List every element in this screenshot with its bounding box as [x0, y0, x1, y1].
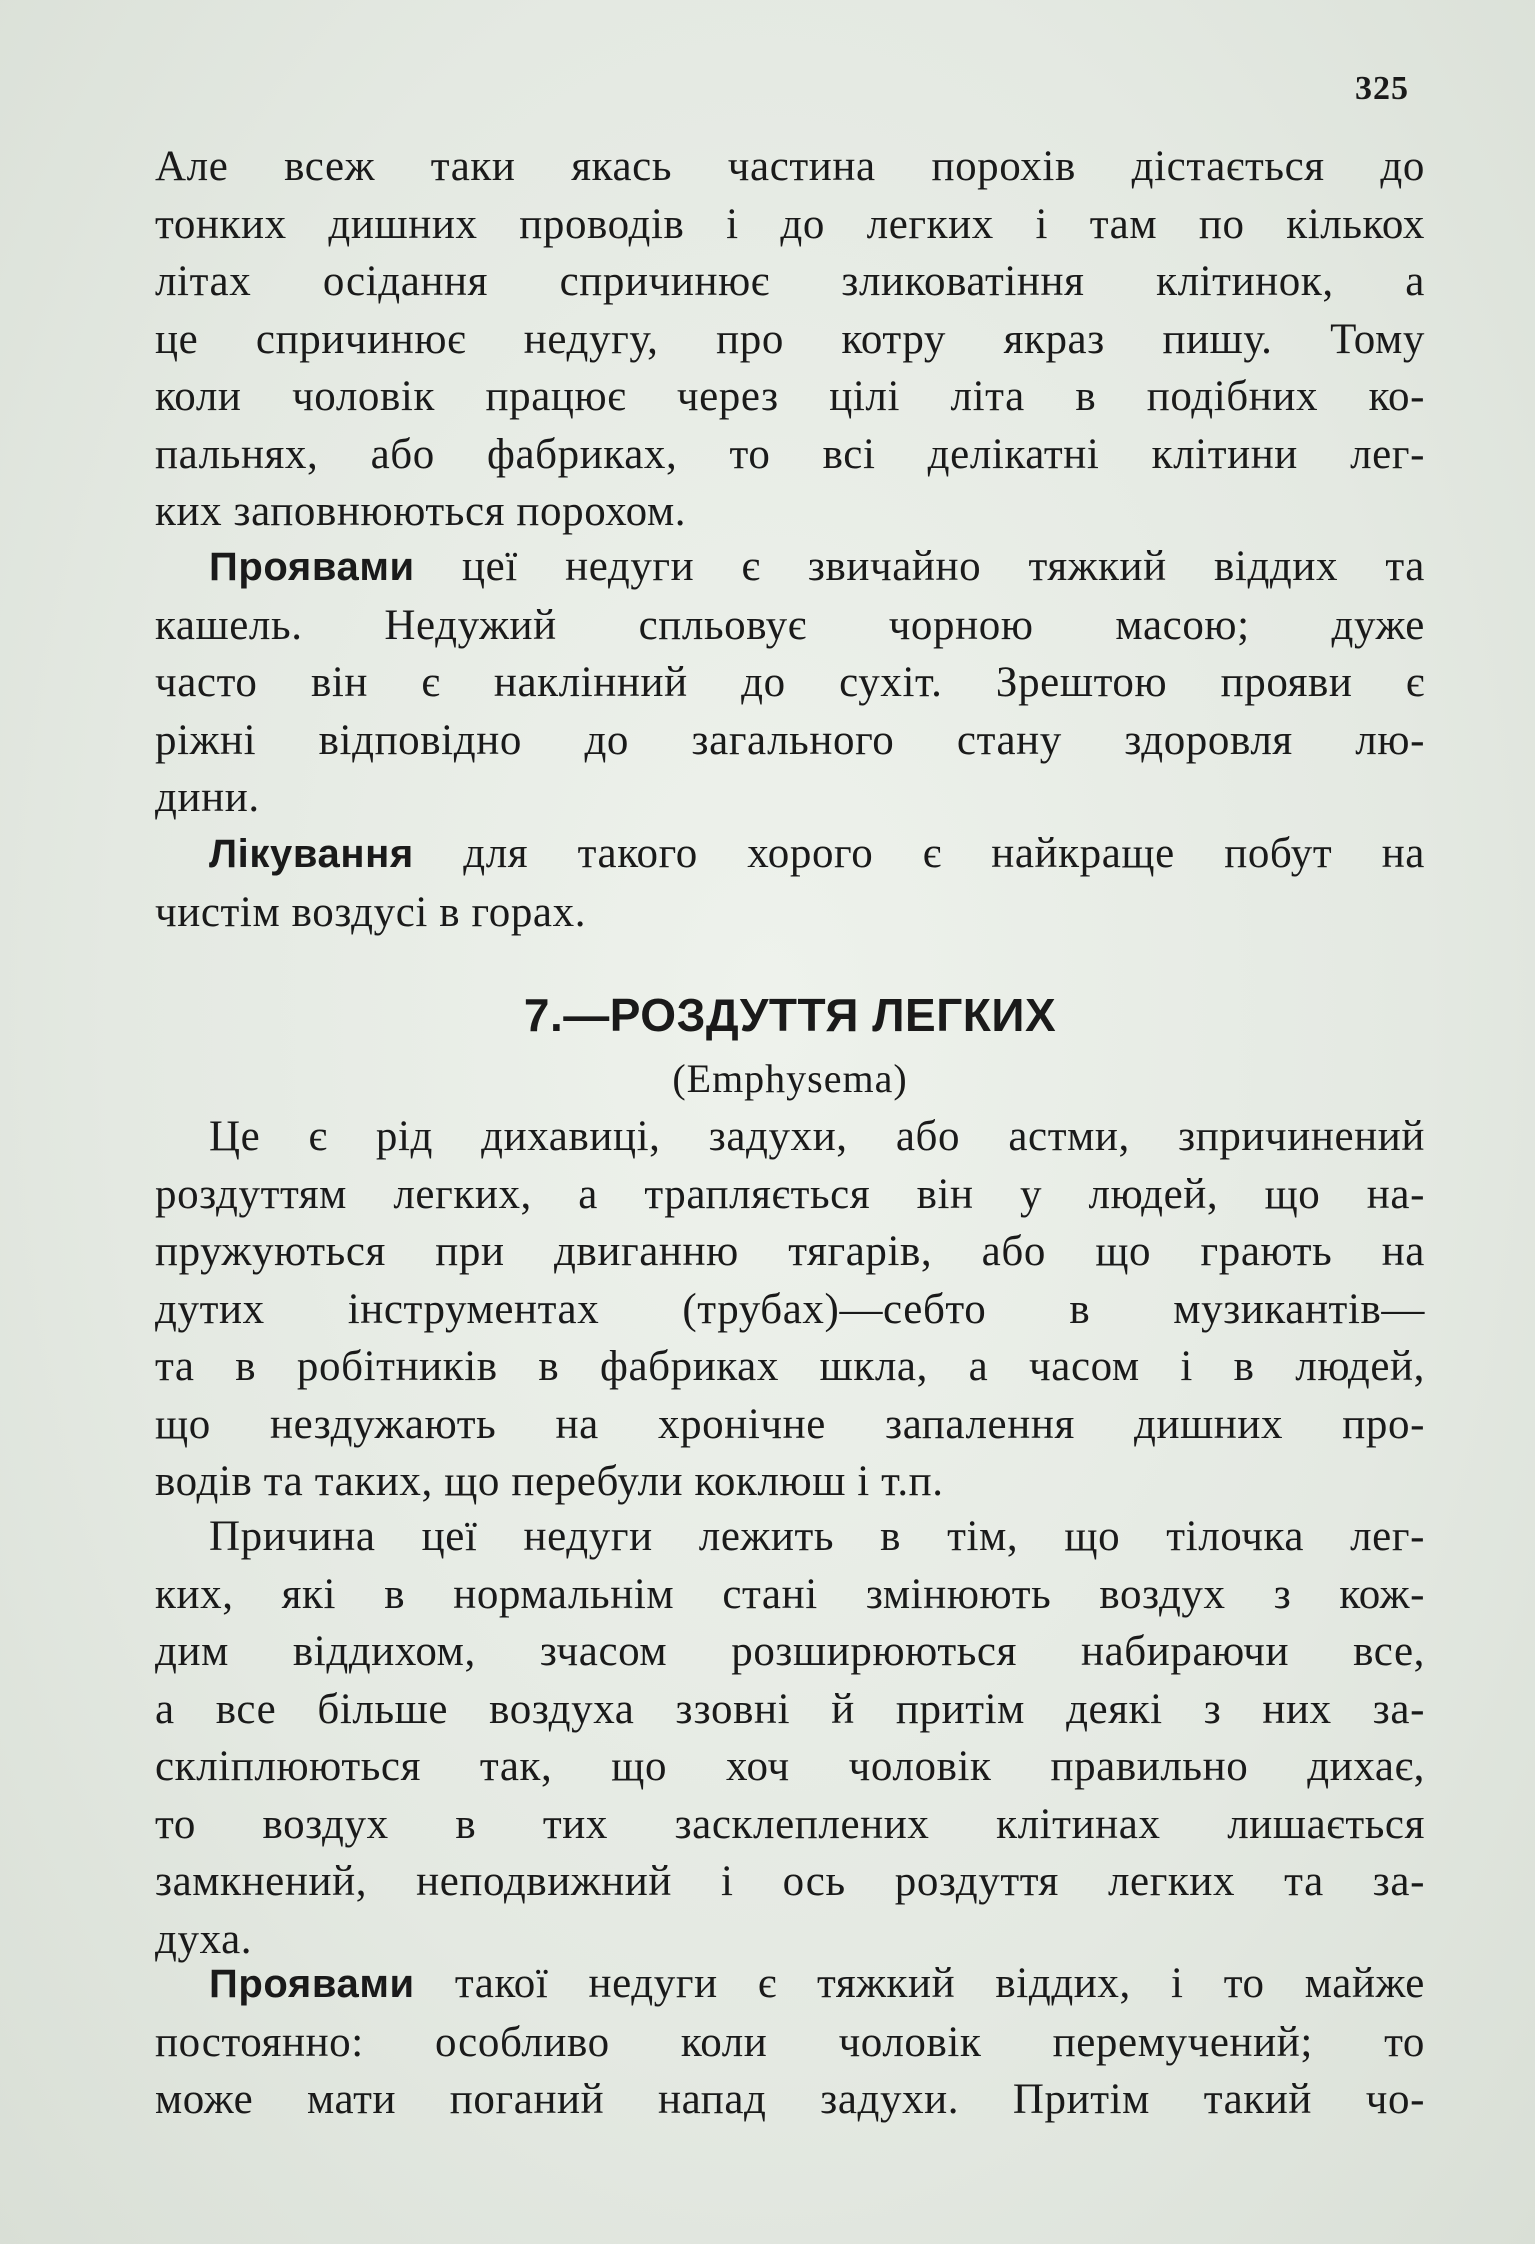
text-line: та в робітників в фабриках шкла, а часом і в людей,	[155, 1343, 1425, 1390]
text-line: пальнях, або фабриках, то всі делікатні клітини лег-	[155, 430, 1425, 478]
section-heading: 7.—РОЗДУТТЯ ЛЕГКИХ	[523, 989, 1057, 1041]
text-line: Це є рід дихавиці, задухи, або астми, зпричинений	[209, 1113, 1425, 1160]
text-line: часто він є наклінний до сухіт. Зрештою прояви є	[155, 659, 1425, 706]
text-line: коли чоловік працює через цілі літа в подібних ко-	[155, 373, 1425, 420]
term-symptoms: Проявами	[209, 1962, 415, 2006]
text-line	[155, 1955, 1425, 2014]
text-line: ріжні відповідно до загального стану здоровля лю-	[155, 716, 1425, 764]
term-symptoms: Проявами	[209, 545, 415, 589]
text-line: водів та таких, що перебули коклюш і т.п.	[155, 1458, 944, 1505]
term-treatment: Лікування	[209, 832, 414, 876]
text-line: постоянно: особливо коли чоловік перемучений; то	[155, 2018, 1425, 2066]
paragraph-dust-deposition	[155, 138, 1425, 541]
paragraph-definition	[155, 1108, 1425, 1511]
text-line: кашель. Недужий спльовує чорною масою; дуже	[155, 601, 1425, 649]
text-line: духа.	[155, 1915, 253, 1963]
text-line: пружуються при двиганню тягарів, або що грають на	[155, 1228, 1425, 1275]
text-line: дини.	[155, 774, 260, 821]
text-line: дутих інструментах (трубах)—себто в музикантів—	[155, 1285, 1425, 1333]
line-rest: цеї недуги є звичайно тяжкий віддих та	[414, 543, 1425, 590]
text-line: а все більше воздуха ззовні й притім деякі з них за-	[155, 1685, 1425, 1733]
text-line: може мати поганий напад задухи. Притім такий чо-	[155, 2076, 1425, 2123]
paragraph-cause	[155, 1508, 1425, 1968]
text-line: літах осідання спричинює зликоватіння клітинок, а	[155, 258, 1425, 305]
paragraph-symptoms	[155, 538, 1425, 827]
line-rest: для такого хорого є найкраще побут на	[413, 830, 1425, 877]
text-line: Але всеж таки якась частина порохів дістається до	[155, 143, 1425, 190]
paragraph-treatment	[155, 825, 1425, 941]
text-line: дим віддихом, зчасом розширюються набираючи все,	[155, 1628, 1425, 1675]
text-line: ких заповнюються порохом.	[155, 488, 687, 535]
paragraph-symptoms-emphysema	[155, 1955, 1425, 2129]
text-line: чистім воздусі в горах.	[155, 888, 587, 936]
text-line	[155, 538, 1425, 597]
line-rest: такої недуги є тяжкий віддих, і то майже	[414, 1960, 1425, 2007]
text-line: роздуттям легких, а трапляється він у людей, що на-	[155, 1170, 1425, 1218]
text-line: замкнений, неподвижний і ось роздуття легких та за-	[155, 1858, 1425, 1905]
text-line: це спричинює недугу, про котру якраз пишу. Тому	[155, 315, 1425, 363]
page-number: 325	[1355, 70, 1409, 107]
text-line: то воздух в тих засклеплених клітинах лишається	[155, 1800, 1425, 1848]
text-line: ких, які в нормальнім стані змінюють воздух з кож-	[155, 1570, 1425, 1618]
text-line: скліплюються так, що хоч чоловік правильно дихає,	[155, 1743, 1425, 1790]
text-line: що нездужають на хронічне запалення дишних про-	[155, 1400, 1425, 1448]
section-subheading: (Emphysema)	[672, 1056, 908, 1101]
text-line: Причина цеї недуги лежить в тім, що тілочка лег-	[209, 1513, 1425, 1560]
text-line: тонких дишних проводів і до легких і там по кількох	[155, 200, 1425, 248]
text-line	[155, 825, 1425, 884]
